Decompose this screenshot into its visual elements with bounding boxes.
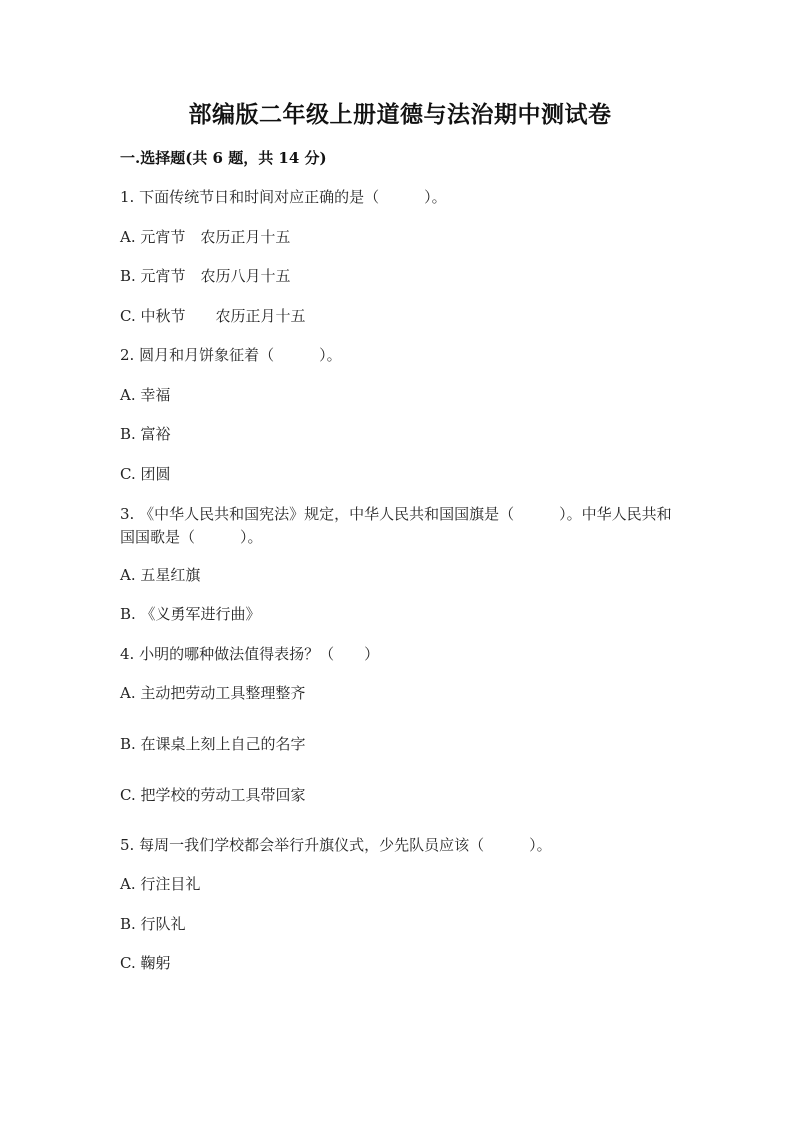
question-3-option-b: B. 《义勇军进行曲》 [120,605,261,623]
question-3-option-a: A. 五星红旗 [120,566,201,584]
question-5-option-c: C. 鞠躬 [120,954,171,972]
question-2-option-a: A. 幸福 [120,386,171,404]
question-4-option-a: A. 主动把劳动工具整理整齐 [120,684,306,702]
question-5-option-b: B. 行队礼 [120,915,186,933]
question-4-option-b: B. 在课桌上刻上自己的名字 [120,735,306,753]
question-1-option-b: B. 元宵节 农历八月十五 [120,267,291,285]
question-3-stem: 3. 《中华人民共和国宪法》规定，中华人民共和国国旗是（ ）。中华人民共和国国歌是（ ）。 [120,505,672,546]
question-5-option-a: A. 行注目礼 [120,875,201,893]
question-1-option-c: C. 中秋节 农历正月十五 [120,307,306,325]
section-heading: 一.选择题(共 6 题，共 14 分) [120,149,327,167]
question-2-option-c: C. 团圆 [120,465,171,483]
question-2-option-b: B. 富裕 [120,425,171,443]
page-title: 部编版二年级上册道德与法治期中测试卷 [188,101,612,128]
question-1-option-a: A. 元宵节 农历正月十五 [120,228,291,246]
question-2-stem: 2. 圆月和月饼象征着（ ）。 [120,346,342,364]
question-5-stem: 5. 每周一我们学校都会举行升旗仪式，少先队员应该（ ）。 [120,836,552,854]
question-4-stem: 4. 小明的哪种做法值得表扬？（ ） [120,645,380,663]
question-4-option-c: C. 把学校的劳动工具带回家 [120,786,306,804]
question-1-stem: 1. 下面传统节日和时间对应正确的是（ ）。 [120,188,447,206]
